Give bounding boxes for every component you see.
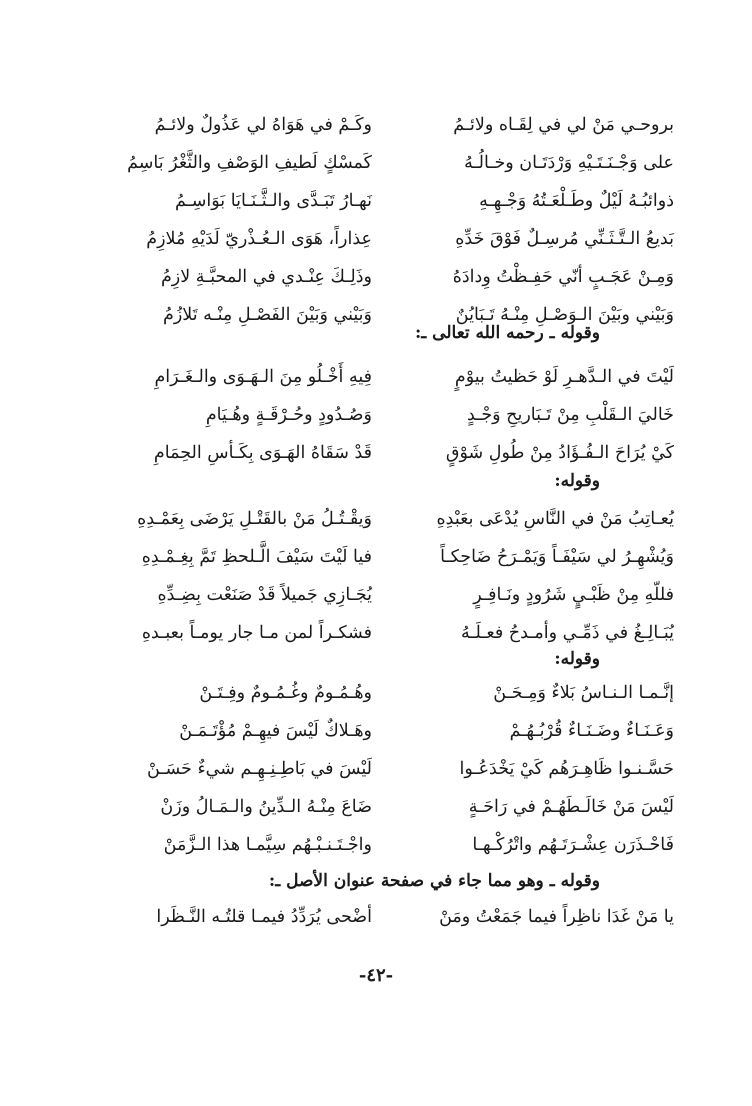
verse-second-hemistich: واجْـتَـنـبْـهُم سِيَّمـا هذا الـزَّمَنْ (163, 835, 372, 855)
poem-1 (92, 106, 674, 334)
verse (92, 576, 674, 614)
poem-5 (92, 898, 674, 936)
verse-second-hemistich: عِذاراً، هَوَى الـعُـذْريّ لَدَيْهِ مُلازِمُ (146, 229, 372, 249)
verse (92, 144, 674, 182)
verse (92, 106, 674, 144)
verse-first-hemistich: يا مَنْ غَدَا ناظِراً فيما جَمَعْتُ ومَنْ (439, 907, 674, 927)
verse (92, 220, 674, 258)
poem-2 (92, 358, 674, 472)
verse-first-hemistich: وَعَـنَـاءٌ وضَـنَـاءٌ قُرْبُـهُـمْ (509, 721, 674, 741)
verse-first-hemistich: فللّهِ مِنْ ظَبْـيٍ شَرُودٍ ونَـافِـرٍ (473, 585, 674, 605)
verse-first-hemistich: وَبَيْني وبَيْنَ الـوَصْـلِ مِنْـهُ تَـبَايُنٌ (455, 305, 674, 325)
verse (92, 538, 674, 576)
verse-second-hemistich: نَهـارُ تَبَـدَّى والـثَّـنَـايَا بَوَاسِـمُ (174, 191, 372, 211)
verse (92, 674, 674, 712)
verse (92, 826, 674, 864)
verse-second-hemistich: وذَلِـكَ عِنْـدي في المحبَّـةِ لازِمُ (160, 267, 372, 287)
verse-first-hemistich: خَاليَ الـقَلْبِ مِنْ تَـبَاريحِ وَجْـدٍ (467, 405, 674, 425)
verse (92, 750, 674, 788)
verse (92, 500, 674, 538)
verse-second-hemistich: أضْحى يُرَدِّدُ فيمـا قلتُـه النَّـظَرا (156, 907, 372, 927)
page-number: -٤٢- (358, 965, 394, 986)
verse-second-hemistich: يُجَـازِي جَميلاً قَدْ صَنَعْت بِضِـدِّهِ (157, 585, 372, 605)
verse-second-hemistich: قَدْ سَقَاهُ الهَـوَى بِكَـأسِ الحِمَامِ (153, 443, 372, 463)
verse (92, 358, 674, 396)
verse-first-hemistich: وَمِـنْ عَجَـبٍ أنّي حَفِـظْتُ وِدادَهُ (452, 267, 674, 287)
poem-3 (92, 500, 674, 652)
verse-second-hemistich: وَيقْـتُـلُ مَنْ بالقَتْـلِ يَرْضَى بِعَمْـدِهِ (137, 509, 372, 529)
verse-first-hemistich: بروحـي مَنْ لي في لِقَـاه ولائـمُ (453, 115, 674, 135)
verse-first-hemistich: ذوائبُـهُ لَيْلٌ وطَـلْعَـتُهُ وَجْـهِـهِ (479, 191, 674, 211)
section-heading: وقوله: (554, 471, 600, 491)
verse-first-hemistich: فَاحْـذَرَن عِشْـرَتَـهُم واتْرُكْـهـا (472, 835, 674, 855)
verse-first-hemistich: إنَّـمـا الـنـاسُ بَلاءٌ وَمِـحَـنْ (493, 683, 674, 703)
verse-first-hemistich: يُبَـالِـغُ في ذَمِّـي وأمـدحُ فعـلَـهُ (461, 623, 674, 643)
section-heading: وقوله ـ وهو مما جاء في صفحة عنوان الأصل ـ: (268, 871, 600, 891)
verse (92, 788, 674, 826)
verse-first-hemistich: لَيْسَ مَنْ خَالَـطَهُـمْ في رَاحَـةٍ (468, 797, 674, 817)
verse-first-hemistich: بَديعُ الـتَّـثَـنِّي مُرسِـلٌ فَوْقَ خَدِّهِ (455, 229, 674, 249)
verse-second-hemistich: كَمسْكٍ لَطيفِ الوَصْفِ والثَّغْرُ بَاسِمُ (127, 153, 372, 173)
verse-second-hemistich: فِيهِ أَخْـلُو مِنَ الـهَـوَى والـغَـرَامِ (154, 367, 372, 387)
verse-second-hemistich: فيا لَيْتَ سَيْفَ الَّـلحظِ تَمَّ بِغِـمْـدِهِ (141, 547, 372, 567)
verse (92, 898, 674, 936)
verse-first-hemistich: وَيُشْهِـرُ لي سَيْفَـاً وَيَمْـرَحُ ضَاحِكـاً (440, 547, 674, 567)
verse-second-hemistich: لَيْسَ في بَاطِـنِـهِـم شيءٌ حَسَـنْ (147, 759, 372, 779)
verse-second-hemistich: وهَـلاكٌ لَيْسَ فيهِـمْ مُؤْتَـمَـنْ (179, 721, 372, 741)
verse-second-hemistich: وهُـمُـومٌ وغُـمُـومٌ وفِـتَـنْ (199, 683, 372, 703)
verse (92, 396, 674, 434)
section-heading: وقوله: (554, 649, 600, 669)
verse (92, 182, 674, 220)
verse-second-hemistich: فشكـراً لمن مـا جار يومـاً بعبـدهِ (141, 623, 372, 643)
verse-first-hemistich: حَسَّـنـوا ظَاهِـرَهُم كَيْ يَخْدَعُـوا (459, 759, 674, 779)
verse-first-hemistich: على وَجْـنَـتَـيْهِ وَرْدَتَـان وخـالُـهُ (464, 153, 674, 173)
verse-first-hemistich: كَيْ يُرَاحَ الـفُـؤَادُ مِنْ طُولِ شَوْقٍ (445, 443, 674, 463)
verse-first-hemistich: لَيْتَ في الـدَّهـرِ لَوْ حَظيتُ بيوْمٍ (454, 367, 674, 387)
verse (92, 712, 674, 750)
poem-4 (92, 674, 674, 864)
verse (92, 258, 674, 296)
verse-second-hemistich: وكَـمْ في هَوَاهُ لي عَذُولٌ ولائـمُ (154, 115, 372, 135)
section-heading: وقوله ـ رحمه الله تعالى ـ: (414, 323, 600, 343)
verse-second-hemistich: وَبَيْني وَبَيْنَ الفَصْـلِ مِنْـه تَلازُمُ (162, 305, 372, 325)
verse-second-hemistich: وَصُـدُودٍ وحُـرْقَـةٍ وهُـيَامِ (205, 405, 372, 425)
verse-first-hemistich: يُعـاتِبُ مَنْ في النَّاسِ يُدْعَى بعَبْدِهِ (436, 509, 674, 529)
verse-second-hemistich: ضَاعَ مِنْـهُ الـدِّينُ والـمَـالُ وزَنْ (160, 797, 372, 817)
